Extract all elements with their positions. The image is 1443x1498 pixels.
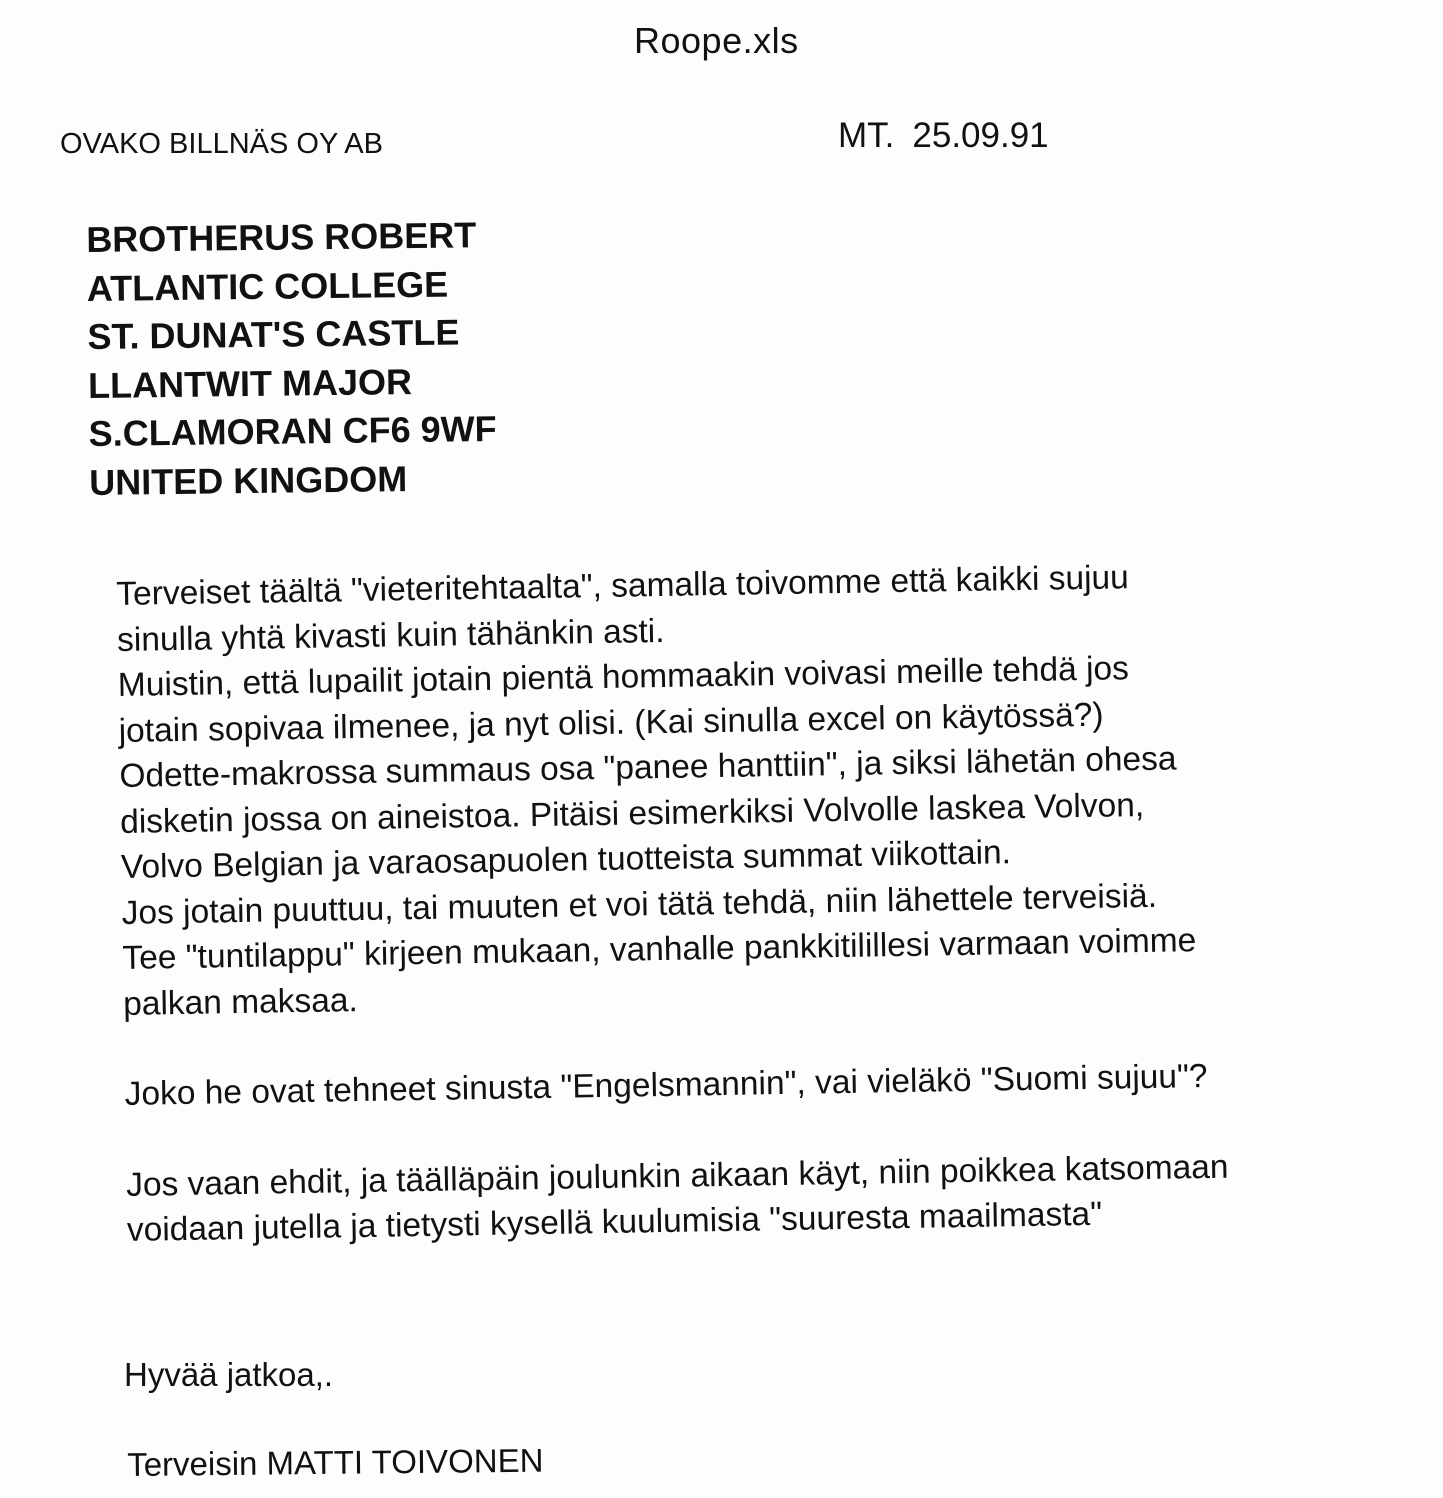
sender-company: OVAKO BILLNÄS OY AB bbox=[60, 128, 383, 160]
letter-body bbox=[116, 552, 1347, 1254]
body-line: voidaan jutella ja tietysti kysellä kuulumisia "suuresta maailmasta" bbox=[126, 1195, 1103, 1249]
recipient-address bbox=[86, 210, 550, 507]
body-line: Volvo Belgian ja varaosapuolen tuotteista summat viikottain. bbox=[120, 834, 1012, 886]
paragraph-3 bbox=[126, 1142, 1347, 1253]
address-line: BROTHERUS ROBERT bbox=[86, 214, 477, 260]
body-line: Terveiset täältä "vieteritehtaalta", samalla toivomme että kaikki sujuu bbox=[116, 559, 1130, 613]
paragraph-1 bbox=[116, 552, 1343, 1027]
signature-line: Terveisin MATTI TOIVONEN bbox=[127, 1441, 544, 1483]
body-line: Joko he ovat tehneet sinusta "Engelsmannin", vai vieläkö "Suomi sujuu"? bbox=[124, 1057, 1208, 1113]
body-line: sinulla yhtä kivasti kuin tähänkin asti. bbox=[116, 612, 665, 659]
body-line: Muistin, että lupailit jotain pientä hommaakin voivasi meille tehdä jos bbox=[117, 650, 1130, 704]
body-line: palkan maksaa. bbox=[122, 981, 359, 1023]
body-line: Jos vaan ehdit, ja täälläpäin joulunkin aikaan käyt, niin poikkea katsomaan bbox=[125, 1148, 1229, 1204]
document-title: Roope.xls bbox=[634, 20, 799, 61]
address-line: ATLANTIC COLLEGE bbox=[86, 263, 449, 309]
body-line: jotain sopivaa ilmenee, ja nyt olisi. (Kai sinulla excel on käytössä?) bbox=[118, 696, 1104, 750]
address-line: UNITED KINGDOM bbox=[88, 457, 408, 503]
address-line: S.CLAMORAN CF6 9WF bbox=[88, 408, 497, 454]
closing-line: Hyvää jatkoa,. bbox=[124, 1356, 334, 1393]
date-line bbox=[838, 116, 1067, 156]
body-line: Tee "tuntilappu" kirjeen mukaan, vanhalle pankkitilillesi varmaan voimme bbox=[122, 922, 1197, 977]
letter-date: 25.09.91 bbox=[912, 116, 1049, 155]
body-line: disketin jossa on aineistoa. Pitäisi esimerkiksi Volvolle laskea Volvon, bbox=[119, 786, 1145, 841]
body-line: Odette-makrossa summaus osa "panee hanttiin", ja siksi lähetän ohesa bbox=[119, 740, 1177, 795]
date-prefix: MT. bbox=[838, 116, 895, 155]
address-line: ST. DUNAT'S CASTLE bbox=[87, 311, 460, 357]
body-line: Jos jotain puuttuu, tai muuten et voi tätä tehdä, niin lähettele terveisiä. bbox=[121, 877, 1158, 932]
address-line: LLANTWIT MAJOR bbox=[87, 360, 413, 406]
